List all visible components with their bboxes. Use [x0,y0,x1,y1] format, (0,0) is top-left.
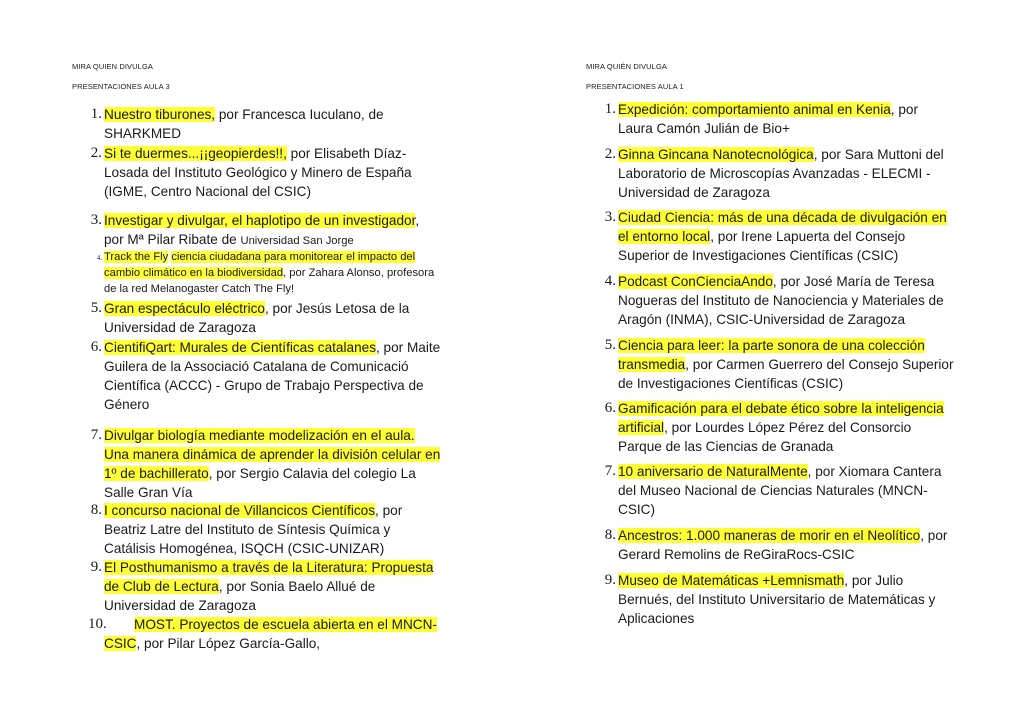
list-item [72,426,442,502]
item-title: Ancestros: 1.000 maneras de morir en el Neolítico [618,528,921,543]
item-number: 7. [604,463,616,479]
item-author: , por Irene Lapuerta del Consejo Superior de Investigaciones Científicas (CSIC) [618,229,906,263]
item-title: Gran espectáculo eléctrico [104,301,265,316]
item-title: 10 aniversario de NaturalMente [618,464,808,479]
item-title: Investigar y divulgar, el haplotipo de un investigador [104,213,416,228]
item-author: , por Sergio Calavia del colegio La Salle Gran Vía [104,466,416,500]
item-author: , por Laura Camón Julián de Bio+ [618,102,918,136]
list-item [72,615,442,653]
item-title: Gamificación para el debate ético sobre la inteligencia artificial [618,401,944,435]
list-item [586,145,956,202]
list-item [586,272,956,329]
item-author: , por Jesús Letosa de la Universidad de Zaragoza [104,301,410,335]
item-title: Ciudad Ciencia: más de una década de divulgación en el entorno local [618,210,947,244]
item-author: por Francesca Iuculano, de SHARKMED [104,107,384,141]
item-number: 9. [90,559,102,575]
item-author: , por Sonia Baelo Allué de Universidad de Zaragoza [104,579,376,613]
list-item [586,462,956,519]
item-author: , por Xiomara Cantera del Museo Nacional de Ciencias Naturales (MNCN-CSIC) [618,464,942,517]
right-header-title: MIRA QUIÉN DIVULGA [586,62,667,71]
item-title: Museo de Matemáticas +Lemnismath [618,573,845,588]
item-title: MOST. Proyectos de escuela abierta en el MNCN-CSIC [104,617,437,651]
item-author: , por Lourdes López Pérez del Consorcio Parque de las Ciencias de Granada [618,420,912,454]
item-title: CientifiQart: Murales de Científicas catalanes [104,340,376,355]
item-author: , por Beatriz Latre del Instituto de Síntesis Química y Catálisis Homogénea, ISQCH (CSIC-UNIZAR) [104,503,403,556]
item-number: 2. [604,146,616,162]
item-number: 3. [604,209,616,225]
list-item [586,571,956,628]
list-item [72,299,442,337]
item-title: Track the Fly [104,251,169,263]
left-header-room: PRESENTACIONES AULA 3 [72,82,170,91]
list-item [72,249,442,297]
item-author: por Elisabeth Díaz-Losada del Instituto Geológico y Minero de España (IGME, Centro Nacional del CSIC) [104,146,412,199]
list-item [586,526,956,564]
item-number: 4. [96,254,102,262]
item-number: 8. [90,502,102,518]
item-title: Nuestro tiburones, [104,107,216,122]
right-header-room: PRESENTACIONES AULA 1 [586,82,684,91]
list-item [586,336,956,393]
item-number: 1. [604,101,616,117]
item-number: 8. [604,527,616,543]
item-author: , por Julio Bernués, del Instituto Universitario de Matemáticas y Aplicaciones [618,573,936,626]
item-number: 5. [604,337,616,353]
item-author: , por Gerard Remolins de ReGiraRocs-CSIC [618,528,948,562]
item-title: Expedición: comportamiento animal en Kenia [618,102,891,117]
item-number: 5. [90,300,102,316]
item-author: , por Pilar López García-Gallo, [136,636,321,651]
item-author: , por Zahara Alonso, profesora de la red Melanogaster Catch The Fly! [104,267,435,295]
item-title: Si te duermes...¡¡geopierdes!!, [104,146,287,161]
item-title: Divulgar [104,428,154,443]
list-item [72,558,442,615]
item-number: 9. [604,572,616,588]
item-number: 6. [90,339,102,355]
item-title: I concurso nacional de Villancicos Científicos [104,503,376,518]
item-number: 4. [604,273,616,289]
item-author: , por Maite Guilera de la Associació Catalana de Comunicació Científica (ACCC) - Grupo de Trabajo Perspectiva de Género [104,340,441,412]
list-item [72,144,442,201]
item-title-cont: ciencia ciudadana para monitorear el impacto del cambio climático en la biodiversidad [104,251,416,279]
list-item [72,338,442,414]
list-item [586,100,956,138]
item-title: Podcast ConCienciaAndo [618,274,773,289]
list-item [72,501,442,558]
item-number: 6. [604,400,616,416]
list-item [72,105,442,143]
item-number: 7. [90,427,102,443]
list-item [586,399,956,456]
list-item [586,208,956,265]
item-author: , por Carmen Guerrero del Consejo Superior de Investigaciones Científicas (CSIC) [618,357,954,391]
item-number: 3. [90,212,102,228]
item-title: El Posthumanismo a través de la Literatura: Propuesta de Club de Lectura [104,560,434,594]
item-title-cont: biología mediante modelización en el aula. Una manera dinámica de aprender la división celular en 1º de bachillerato [104,428,441,481]
item-title: Ginna Gincana Nanotecnológica [618,147,814,162]
left-header-title: MIRA QUIEN DIVULGA [72,62,153,71]
item-author: , por José María de Teresa Nogueras del Instituto de Nanociencia y Materiales de Aragón (INMA), CSIC-Universidad de Zaragoza [618,274,944,327]
list-item [72,211,442,251]
item-institution: Universidad San Jorge [240,235,354,247]
item-author: , por Mª Pilar Ribate de [104,213,420,247]
item-number: 1. [90,106,102,122]
item-author: , por Sara Muttoni del Laboratorio de Microscopías Avanzadas - ELECMI - Universidad de Zaragoza [618,147,944,200]
item-title: Ciencia para leer: la parte sonora de una colección transmedia [618,338,925,372]
item-number: 2. [90,145,102,161]
item-number: 10. [88,616,107,632]
